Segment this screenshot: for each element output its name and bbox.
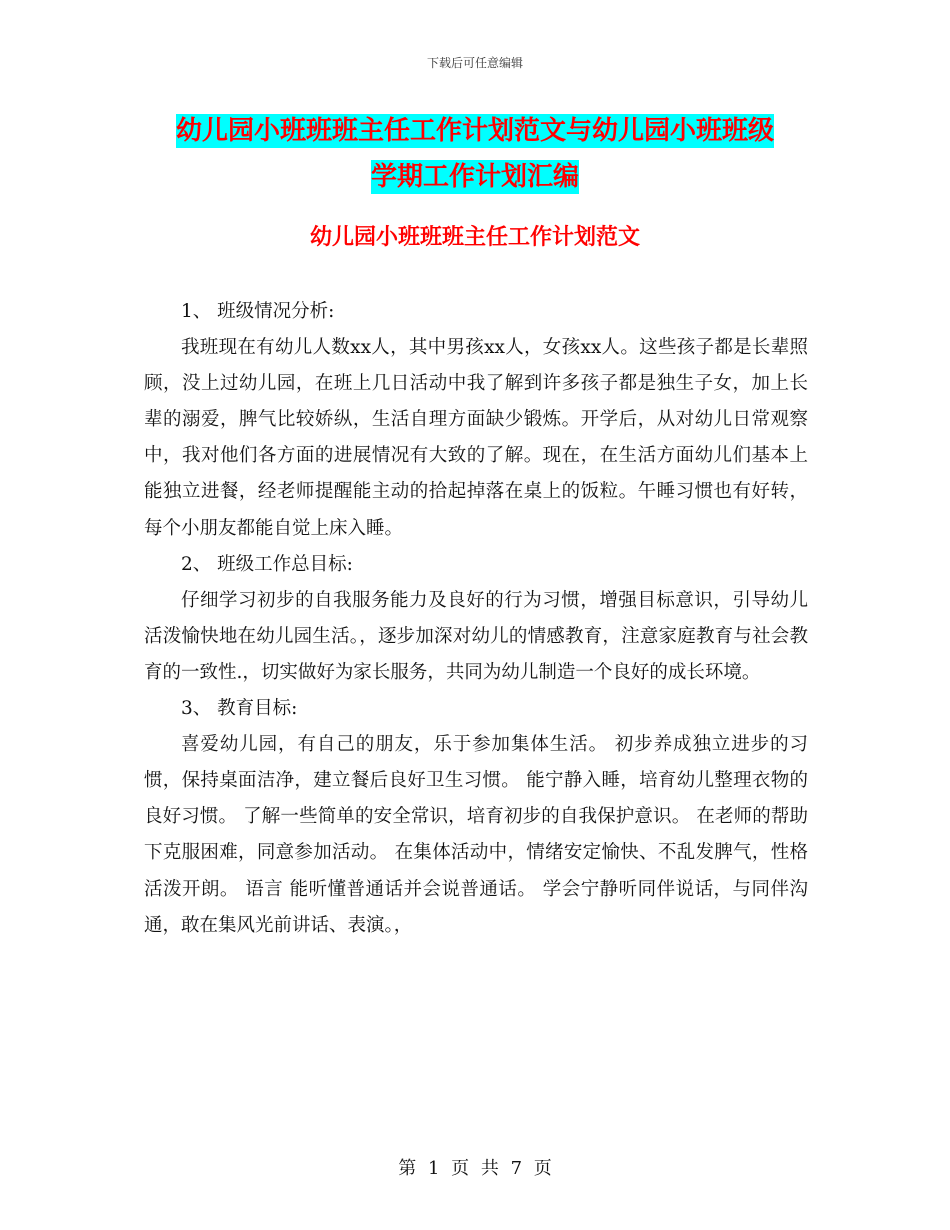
paragraph-education-goals: 喜爱幼儿园，有自己的朋友，乐于参加集体生活。 初步养成独立进步的习惯，保持桌面洁净，建立餐后良好卫生习惯。 能宁静入睡，培育幼儿整理衣物的良好习惯。 了解一些简单的安全常识，培育初步的自我保护意识。 在老师的帮助下克服困难，同意参加活动。 在集体活动中，情绪安定愉快、不乱发脾气，性格活泼开朗。 语言 能听懂普通话并会说普通话。 学会宁静听同伴说话，与同伴沟通，敢在集风光前讲话、表演。，: [144, 734, 808, 936]
heading-class-situation: 1、 班级情况分析:: [181, 301, 335, 322]
page-footer: 第 1 页 共 7 页: [398, 1158, 552, 1179]
paragraph-overall-goals: 仔细学习初步的自我服务能力及良好的行为习惯，增强目标意识，引导幼儿活泼愉快地在幼儿园生活。，逐步加深对幼儿的情感教育，注意家庭教育与社会教育的一致性.，切实做好为家长服务，共同为幼儿制造一个良好的成长环境。: [144, 589, 808, 683]
paragraph-class-situation: 我班现在有幼儿人数xx人，其中男孩xx人，女孩xx人。这些孩子都是长辈照顾，没上过幼儿园，在班上几日活动中我了解到许多孩子都是独生子女，加上长辈的溺爱，脾气比较娇纵，生活自理方面缺少锻炼。开学后，从对幼儿日常观察中，我对他们各方面的进展情况有大致的了解。现在，在生活方面幼儿们基本上能独立进餐，经老师提醒能主动的拾起掉落在桌上的饭粒。午睡习惯也有好转，每个小朋友都能自觉上床入睡。: [144, 337, 808, 539]
body-text: [144, 294, 808, 944]
heading-overall-goals: 2、 班级工作总目标:: [181, 553, 353, 575]
document-title-line-2: 学期工作计划汇编: [370, 162, 579, 192]
section-title: 幼儿园小班班班主任工作计划范文: [309, 225, 640, 250]
header-note: 下载后可任意编辑: [426, 56, 523, 70]
document-title: [140, 108, 810, 200]
document-title-line-1: 幼儿园小班班班主任工作计划范文与幼儿园小班班级: [175, 116, 774, 146]
heading-education-goals: 3、 教育目标:: [181, 698, 298, 720]
